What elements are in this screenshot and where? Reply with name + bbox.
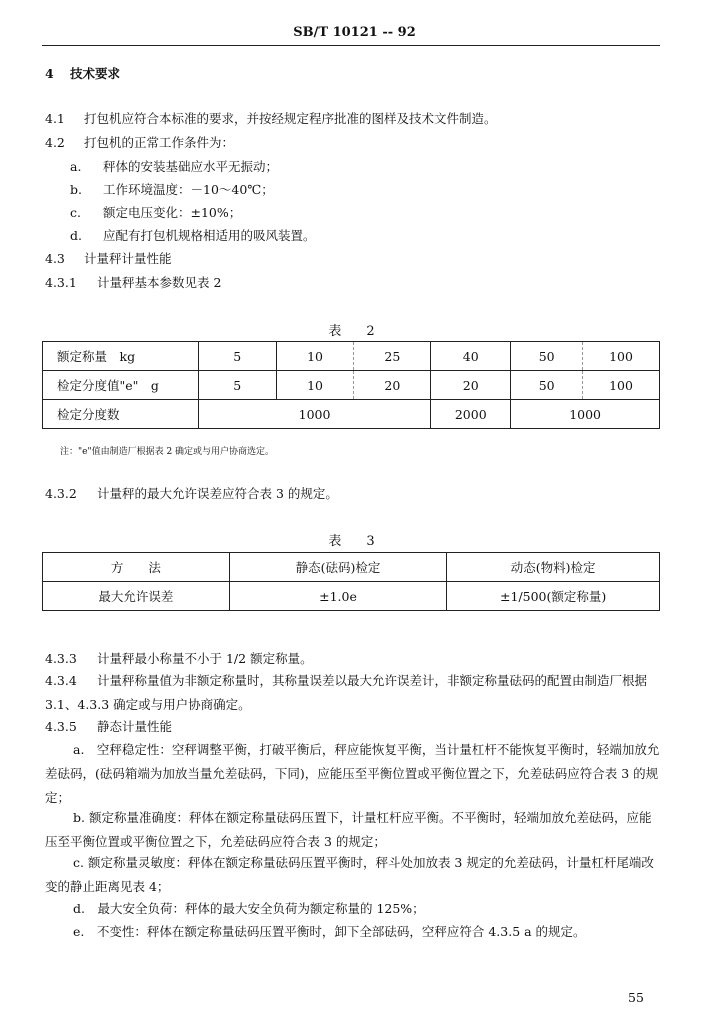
table-cell: 检定分度数 [43,400,199,429]
table-cell: ±1/500(额定称量) [447,582,660,611]
table-cell: 2000 [431,400,511,429]
table-header-cell: 动态(物料)检定 [447,553,660,582]
clause-text: 计量秤计量性能 [84,251,172,266]
table-cell: 5 [198,342,276,371]
list-marker: b. [70,182,82,197]
table-header-cell: 静态(砝码)检定 [229,553,447,582]
standard-code: SB/T 10121 -- 92 [293,25,416,40]
clause-text: 打包机的正常工作条件为： [84,135,235,150]
clause-text: 计量秤基本参数见表 2 [97,275,222,290]
table-cell: 5 [198,371,276,400]
header-rule [42,45,660,46]
clause-paragraph: 计量秤称量值为非额定称量时，其称量误差以最大允许误差计，非额定称量砝码的配置由制造厂根据 3.1、4.3.3 确定或与用户协商确定。 [45,673,648,712]
table3 [42,552,660,611]
table-cell: ±1.0e [229,582,447,611]
table-row [43,371,660,400]
clause-paragraph: c. 额定称量灵敏度：秤体在额定称量砝码压置平衡时，秤斗处加放表 3 规定的允差砝码，计量杠杆尾端改变的静止距离见表 4； [45,855,654,894]
list-item: 应配有打包机规格相适用的吸风装置。 [103,228,316,243]
table-cell: 25 [354,342,431,371]
table-cell: 20 [431,371,511,400]
list-item: 工作环境温度：－10～40℃； [103,182,274,197]
clause-number: 4.3.4 [45,673,77,688]
list-marker: c. [70,205,81,220]
list-item: 额定电压变化：±10%； [103,205,242,220]
page-number: 55 [628,990,644,1005]
table-cell: 最大允许误差 [43,582,230,611]
clause-paragraph: e. 不变性：秤体在额定称量砝码压置平衡时，卸下全部砝码，空秤应符合 4.3.5 a 的规定。 [73,924,586,939]
table-cell: 50 [511,342,583,371]
table-cell: 100 [583,371,660,400]
table3-caption: 表 3 [328,534,381,549]
clause-number: 4.3.1 [45,275,77,290]
clause-paragraph: a. 空秤稳定性：空秤调整平衡，打破平衡后，秤应能恢复平衡，当计量杠杆不能恢复平衡时，轻端加放允差砝码，(砝码箱端为加放当量允差砝码，下同)，应能压至平衡位置或平衡位置之下，允差砝码应符合表 3 的规定； [45,742,660,805]
table-cell: 检定分度值"e" g [43,371,199,400]
clause-text: 打包机应符合本标准的要求，并按经规定程序批准的图样及技术文件制造。 [84,111,497,126]
table-cell: 40 [431,342,511,371]
table2-caption: 表 2 [328,324,381,339]
clause-number: 4.2 [45,135,65,150]
table-row [43,553,660,582]
list-marker: a. [70,159,82,174]
clause-text: 计量秤的最大允许误差应符合表 3 的规定。 [97,486,338,501]
clause-text: 静态计量性能 [97,719,173,734]
clause-number: 4.3.2 [45,486,77,501]
table-row [43,342,660,371]
clause-number: 4.1 [45,111,65,126]
clause-text: 计量秤最小称量不小于 1/2 额定称量。 [97,651,313,666]
table-cell: 1000 [511,400,660,429]
table-cell: 额定称量 kg [43,342,199,371]
clause-number: 4.3.3 [45,651,77,666]
clause-number: 4.3.5 [45,719,77,734]
table-header-cell: 方 法 [43,553,230,582]
table-cell: 10 [276,371,354,400]
clause-paragraph: b. 额定称量准确度：秤体在额定称量砝码压置下，计量杠杆应平衡。不平衡时，轻端加放允差砝码，应能压至平衡位置或平衡位置之下，允差砝码应符合表 3 的规定； [45,810,652,849]
clause-number: 4.3 [45,251,65,266]
table-row [43,582,660,611]
table-cell: 10 [276,342,354,371]
table2 [42,341,660,429]
clause-paragraph: d. 最大安全负荷：秤体的最大安全负荷为额定称量的 125%； [73,901,425,916]
table-cell: 20 [354,371,431,400]
table-cell: 1000 [198,400,431,429]
table-cell: 100 [583,342,660,371]
table-row [43,400,660,429]
section-number: 4 [45,66,54,81]
section-title: 技术要求 [70,66,121,81]
table2-note: 注："e"值由制造厂根据表 2 确定或与用户协商选定。 [60,447,275,457]
table-cell: 50 [511,371,583,400]
list-marker: d. [70,228,82,243]
list-item: 秤体的安装基础应水平无振动； [103,159,279,174]
